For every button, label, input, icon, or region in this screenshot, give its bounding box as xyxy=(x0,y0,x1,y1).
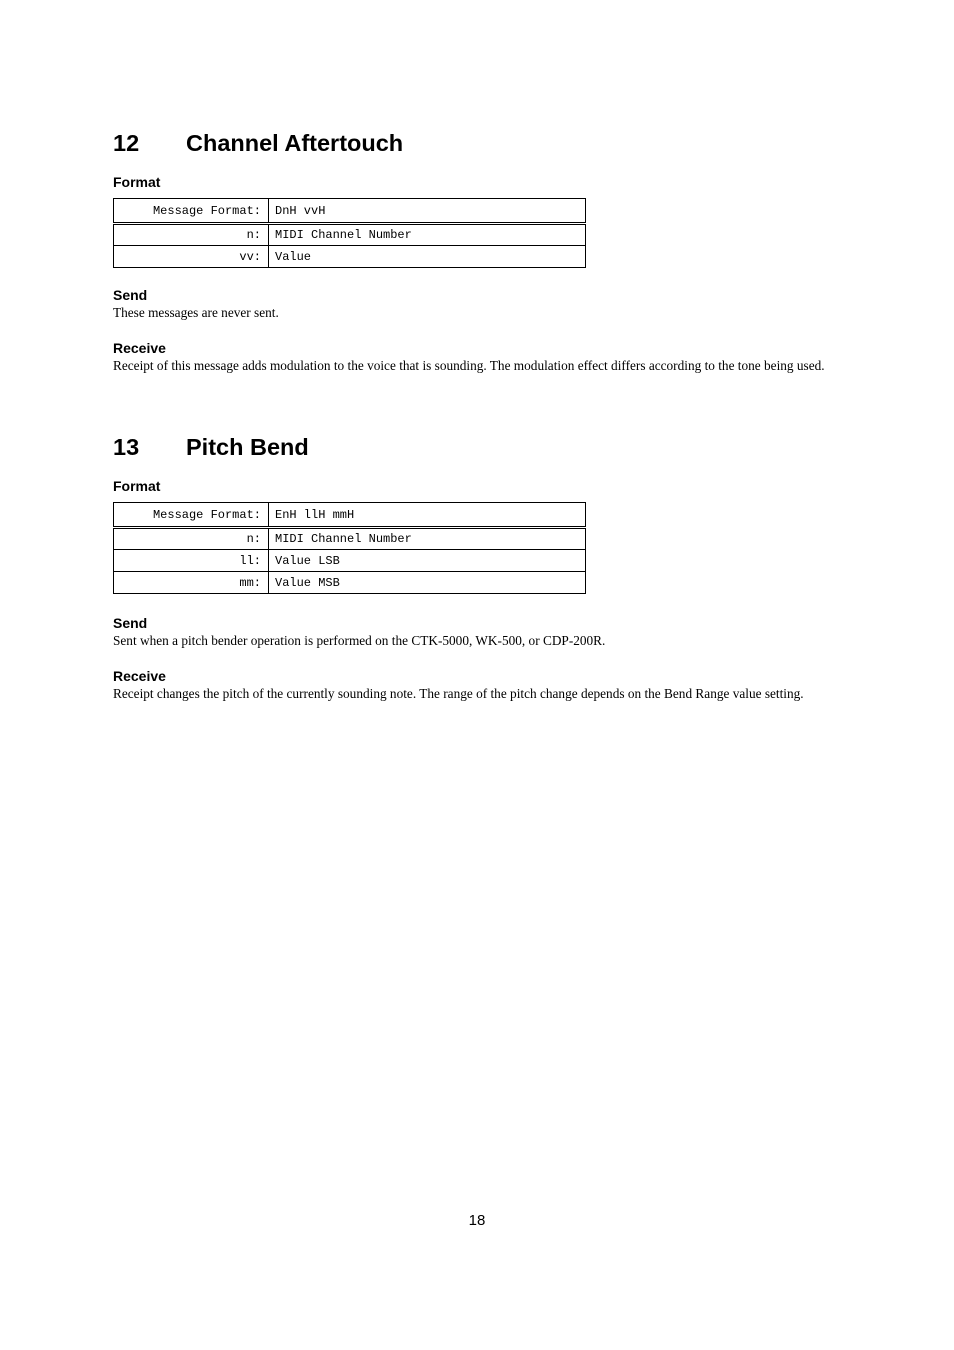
table-row xyxy=(114,503,586,528)
format-key: vv: xyxy=(114,246,269,268)
receive-text: Receipt of this message adds modulation to the voice that is sounding. The modulation effect differs according to the tone being used. xyxy=(113,358,825,373)
section-pitch-bend xyxy=(113,432,836,701)
section-title xyxy=(113,432,836,462)
format-heading: Format xyxy=(113,174,161,190)
page-number: 18 xyxy=(468,1212,486,1229)
table-row xyxy=(114,572,586,594)
format-value: Value LSB xyxy=(269,550,586,572)
format-key: mm: xyxy=(114,572,269,594)
format-table xyxy=(113,502,586,594)
format-key: n: xyxy=(114,224,269,246)
receive-heading: Receive xyxy=(113,340,166,356)
format-value: MIDI Channel Number xyxy=(269,224,586,246)
table-row xyxy=(114,246,586,268)
table-row xyxy=(114,528,586,550)
format-value: MIDI Channel Number xyxy=(269,528,586,550)
format-value: EnH llH mmH xyxy=(269,503,586,528)
send-text: These messages are never sent. xyxy=(113,305,279,320)
table-row xyxy=(114,199,586,224)
section-number: 12 xyxy=(113,130,140,156)
send-text: Sent when a pitch bender operation is performed on the CTK-5000, WK-500, or CDP-200R. xyxy=(113,633,606,648)
format-key: n: xyxy=(114,528,269,550)
receive-text: Receipt changes the pitch of the currently sounding note. The range of the pitch change depends on the Bend Range value setting. xyxy=(113,686,804,701)
format-heading: Format xyxy=(113,478,161,494)
section-heading: Pitch Bend xyxy=(186,434,309,460)
table-row xyxy=(114,550,586,572)
section-channel-aftertouch xyxy=(113,128,836,373)
table-row xyxy=(114,224,586,246)
send-heading: Send xyxy=(113,615,148,631)
format-key: Message Format: xyxy=(114,503,269,528)
format-value: Value xyxy=(269,246,586,268)
receive-heading: Receive xyxy=(113,668,166,684)
format-table xyxy=(113,198,586,268)
section-title xyxy=(113,128,836,158)
send-heading: Send xyxy=(113,287,148,303)
format-value: DnH vvH xyxy=(269,199,586,224)
format-key: Message Format: xyxy=(114,199,269,224)
section-heading: Channel Aftertouch xyxy=(186,130,404,156)
format-value: Value MSB xyxy=(269,572,586,594)
section-number: 13 xyxy=(113,434,140,460)
format-key: ll: xyxy=(114,550,269,572)
